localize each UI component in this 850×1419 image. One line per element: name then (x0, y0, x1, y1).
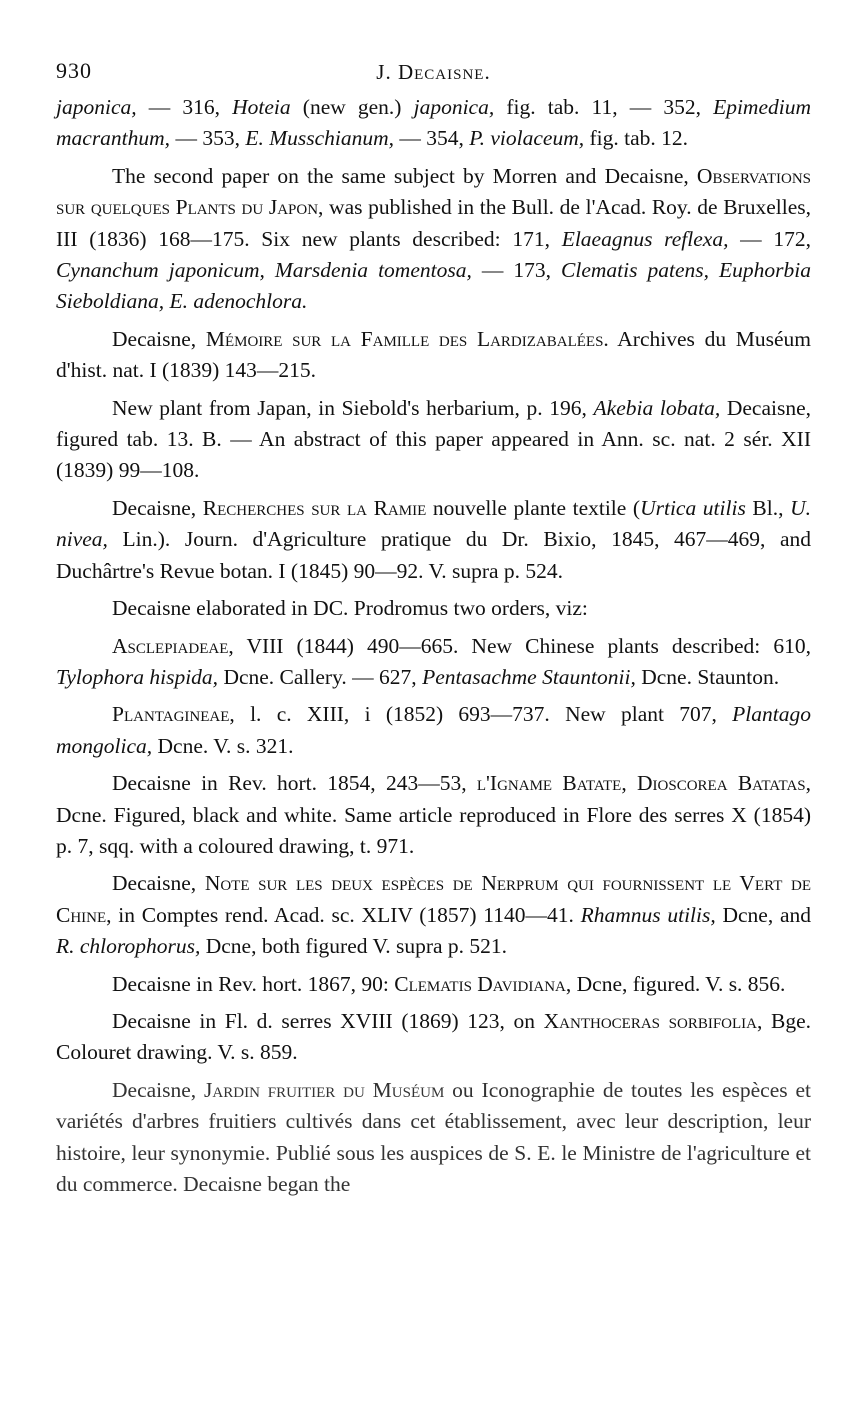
text-run: Decaisne, (112, 495, 203, 520)
small-caps-title: Plantagineae, (112, 702, 235, 727)
italic-text: japonica, (413, 95, 495, 119)
text-run: was published in the Bull. de l'Acad. Roy. de Bruxelles, III (1836) 168—175. Six new plants described: 171, (56, 195, 811, 251)
text-run: Archives du Muséum d'hist. nat. I (1839) 143—215. (56, 326, 811, 383)
text-run: in Comptes rend. Acad. sc. XLIV (1857) 1140—41. (111, 902, 581, 927)
text-run: — 173, (471, 258, 562, 283)
text-run: Decaisne, (112, 871, 205, 896)
text-run: Bge. Colouret drawing. V. s. 859. (56, 1008, 812, 1065)
text-run: fig. tab. 12. (584, 126, 689, 151)
italic-text: E. Musschianum, (245, 126, 395, 151)
small-caps-title: Recherches sur la Ramie (202, 495, 427, 520)
small-caps-title: Clematis Davidiana, (394, 971, 572, 996)
text-run: Decaisne in Rev. hort. 1867, 90: (112, 971, 395, 996)
text-run: l. c. XIII, i (1852) 693—737. New plant 707, (234, 702, 733, 727)
text-run: New plant from Japan, in Siebold's herbarium, p. 196, (112, 395, 594, 420)
paragraph-p2 (56, 161, 811, 318)
italic-text: P. violaceum, (469, 126, 585, 151)
text-run: The second paper on the same subject by Morren and Decaisne, (112, 163, 697, 188)
text-run: ou Iconographie de toutes les espèces et variétés d'arbres fruitiers cultivés dans cet établissement, avec leur description, leur histoire, leur synonymie. Publié sous les auspices de S. E. le Ministre de l'agriculture et du commerce. Decaisne began the (56, 1077, 811, 1196)
small-caps-title: Mémoire sur la Famille des Lardizabalées. (205, 326, 609, 351)
paragraph-p5 (56, 493, 811, 587)
italic-text: Hoteia (232, 95, 291, 119)
text-run: — 172, (728, 226, 811, 251)
italic-text: Clematis patens, Euphorbia Sieboldiana, E. adenochlora. (56, 258, 812, 314)
paragraph-p4 (56, 393, 811, 487)
text-run: nouvelle plante textile ( (426, 495, 641, 520)
page-body (56, 92, 811, 1200)
text-run: Decaisne in Fl. d. serres XVIII (1869) 123, on (112, 1008, 544, 1033)
running-head: J. Decaisne. (376, 60, 491, 84)
small-caps-title: Asclepiadeae, (112, 633, 234, 658)
text-run: Dcne. Figured, black and white. Same article reproduced in Flore des serres X (1854) p. 7, sqq. with a coloured drawing, t. 971. (56, 802, 811, 858)
text-run: Dcne. V. s. 321. (152, 733, 294, 758)
text-run: VIII (1844) 490—665. New Chinese plants described: 610, (233, 633, 811, 658)
paragraph-p13 (56, 1075, 811, 1201)
small-caps-title: Observations sur quelques Plants du Japon, (56, 163, 811, 220)
text-run: Bl., (745, 495, 791, 520)
paragraph-p7 (56, 631, 811, 694)
text-run: Decaisne elaborated in DC. Prodromus two orders, viz: (112, 596, 588, 621)
paragraph-p11 (56, 969, 811, 1000)
text-run: — 316, (136, 95, 233, 119)
italic-text: Elaeagnus reflexa, (561, 226, 729, 251)
book-page (56, 0, 811, 1200)
text-run: Dcne, both figured V. supra p. 521. (200, 934, 508, 959)
text-run: Decaisne, figured tab. 13. B. — An abstract of this paper appeared in Ann. sc. nat. 2 sér. XII (1839) 99—108. (56, 395, 811, 483)
text-run: (new gen.) (290, 95, 414, 119)
italic-text: Urtica utilis (640, 495, 746, 520)
paragraph-p8 (56, 699, 811, 762)
paragraph-p10 (56, 868, 811, 962)
text-run: Dcne. Callery. — 627, (218, 664, 423, 689)
italic-text: Tylophora hispida, (56, 664, 219, 689)
text-run: Dcne, and (715, 902, 811, 927)
italic-text: Akebia lobata, (593, 395, 721, 420)
small-caps-title: l'Igname Batate, Dioscorea Batatas, (476, 771, 811, 796)
paragraph-p12 (56, 1006, 811, 1069)
paragraph-p1 (56, 92, 811, 155)
italic-text: Rhamnus utilis, (580, 902, 716, 927)
text-run: — 353, (170, 126, 246, 151)
italic-text: japonica, (56, 95, 137, 119)
small-caps-title: Xanthoceras sorbifolia, (543, 1008, 763, 1033)
text-run: Decaisne, (112, 326, 206, 351)
italic-text: Pentasachme Stauntonii, (422, 664, 636, 689)
text-run: Dcne. Staunton. (635, 664, 780, 689)
small-caps-title: Jardin fruitier du Muséum (204, 1077, 445, 1102)
italic-text: Plantago mongolica, (56, 702, 811, 758)
text-run: Decaisne in Rev. hort. 1854, 243—53, (112, 771, 477, 796)
text-run: — 354, (394, 126, 470, 151)
text-run: fig. tab. 11, — 352, (494, 95, 714, 119)
italic-text: Epimedium macranthum, (56, 95, 811, 151)
text-run: Dcne, figured. V. s. 856. (571, 971, 786, 996)
paragraph-p9 (56, 768, 811, 862)
italic-text: U. nivea, (56, 495, 811, 552)
italic-text: Cynanchum japonicum, Marsdenia tomentosa, (56, 258, 472, 283)
text-run: Lin.). Journ. d'Agriculture pratique du Dr. Bixio, 1845, 467—469, and Duchârtre's Revue botan. I (1845) 90—92. V. supra p. 524. (56, 527, 811, 583)
small-caps-title: Note sur les deux espèces de Nerprum qui fournissent le Vert de Chine, (56, 871, 811, 927)
paragraph-p6 (56, 593, 811, 624)
page-number: 930 (56, 58, 92, 83)
paragraph-p3 (56, 324, 811, 387)
italic-text: R. chlorophorus, (56, 934, 201, 959)
page-header (56, 0, 811, 92)
text-run: Decaisne, (112, 1077, 205, 1102)
